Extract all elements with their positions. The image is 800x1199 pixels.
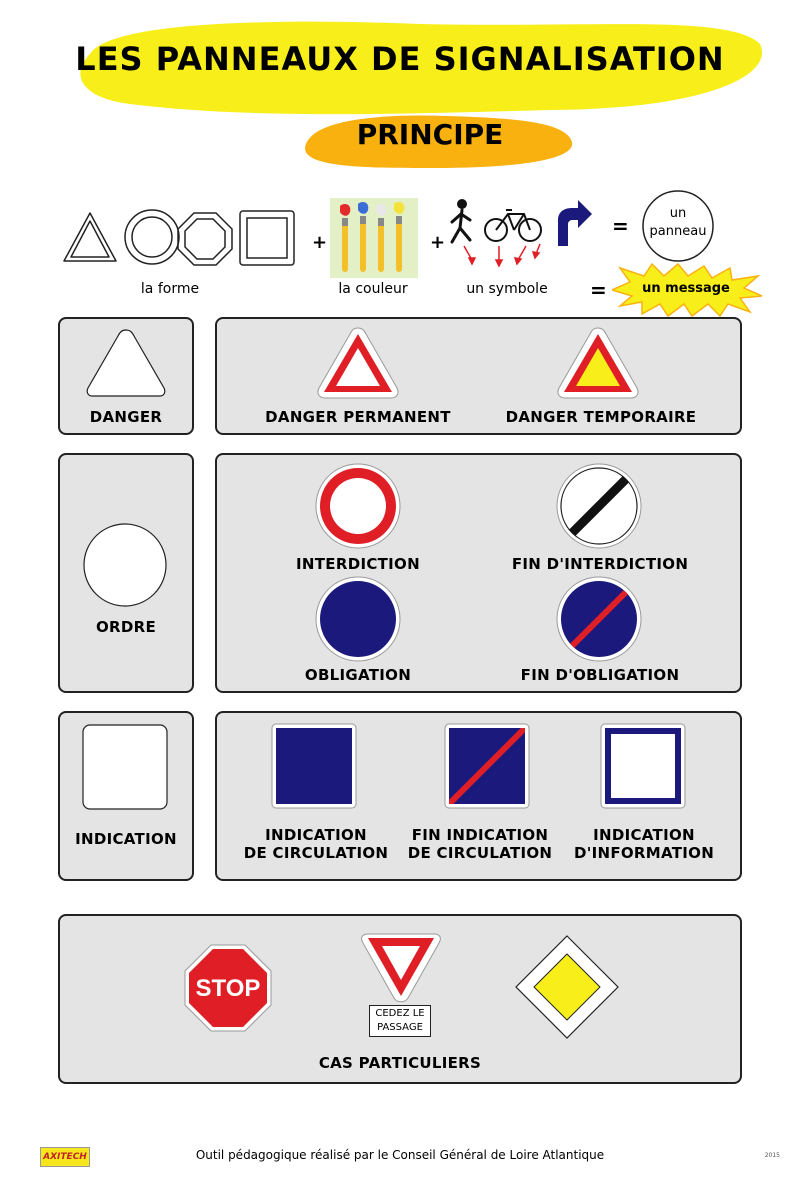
information-line2: D'INFORMATION [573,844,715,862]
panel-text-line2: panneau [649,224,707,239]
equals-sign-2: = [590,278,607,302]
special-cases-label: CAS PARTICULIERS [318,1054,482,1072]
paintbrush-icon [330,198,418,278]
symbols-group [444,196,594,270]
traffic-indication-line1: INDICATION [265,826,367,844]
circle-outline-icon [125,210,179,264]
indication-label: INDICATION [75,830,177,848]
danger-label: DANGER [89,408,163,426]
footer-text: Outil pédagogique réalisé par le Conseil Général de Loire Atlantique [195,1148,605,1162]
color-label: la couleur [338,281,408,297]
page-subtitle: PRINCIPE [356,118,504,151]
yield-plate-line1: CEDEZ LE [375,1008,425,1019]
bicycle-icon [485,210,541,241]
panel-text-line1: un [669,206,687,221]
prohibition-label: INTERDICTION [296,555,420,573]
equals-sign-1: = [612,214,629,238]
symbol-label: un symbole [466,281,548,297]
danger-shape-icon [84,326,168,400]
page-title: LES PANNEAUX DE SIGNALISATION [75,40,725,78]
information-sign-icon [600,723,686,809]
order-examples-box [215,453,742,693]
danger-permanent-label: DANGER PERMANENT [265,408,451,426]
traffic-indication-line2: DE CIRCULATION [243,844,389,862]
pedestrian-icon [452,199,470,242]
message-label: un message [642,281,730,296]
end-prohibition-label: FIN D'INTERDICTION [511,555,689,573]
end-traffic-indication-line2: DE CIRCULATION [407,844,553,862]
plus-sign-2: + [430,232,446,253]
obligation-sign-icon [315,576,401,662]
stop-sign-icon [184,944,272,1032]
danger-temporary-label: DANGER TEMPORAIRE [505,408,697,426]
stop-sign-text: STOP [195,975,261,1002]
danger-temporary-sign-icon [556,326,640,400]
shapes-group [60,205,300,271]
prohibition-sign-icon [315,463,401,549]
priority-road-sign-icon [514,934,620,1040]
plus-sign-1: + [312,232,328,253]
obligation-label: OBLIGATION [304,666,412,684]
traffic-indication-sign-icon [271,723,357,809]
end-traffic-indication-line1: FIN INDICATION [411,826,549,844]
red-arrows-icon [464,244,540,266]
order-label: ORDRE [95,618,157,636]
end-traffic-indication-sign-icon [444,723,530,809]
order-shape-icon [82,522,168,608]
form-label: la forme [140,281,200,297]
footer-year: 2015 [764,1152,780,1159]
end-obligation-sign-icon [556,576,642,662]
end-prohibition-sign-icon [556,463,642,549]
square-outline-icon [240,211,294,265]
yield-sign-icon [360,932,442,1004]
triangle-outline-icon [64,213,116,261]
turn-right-arrow-icon [558,200,592,246]
information-line1: INDICATION [593,826,695,844]
octagon-outline-icon [178,213,232,265]
yield-plate-line2: PASSAGE [377,1022,423,1033]
danger-permanent-sign-icon [316,326,400,400]
end-obligation-label: FIN D'OBLIGATION [520,666,680,684]
indication-shape-icon [81,723,169,811]
axitech-logo: AXITECH [40,1147,90,1167]
